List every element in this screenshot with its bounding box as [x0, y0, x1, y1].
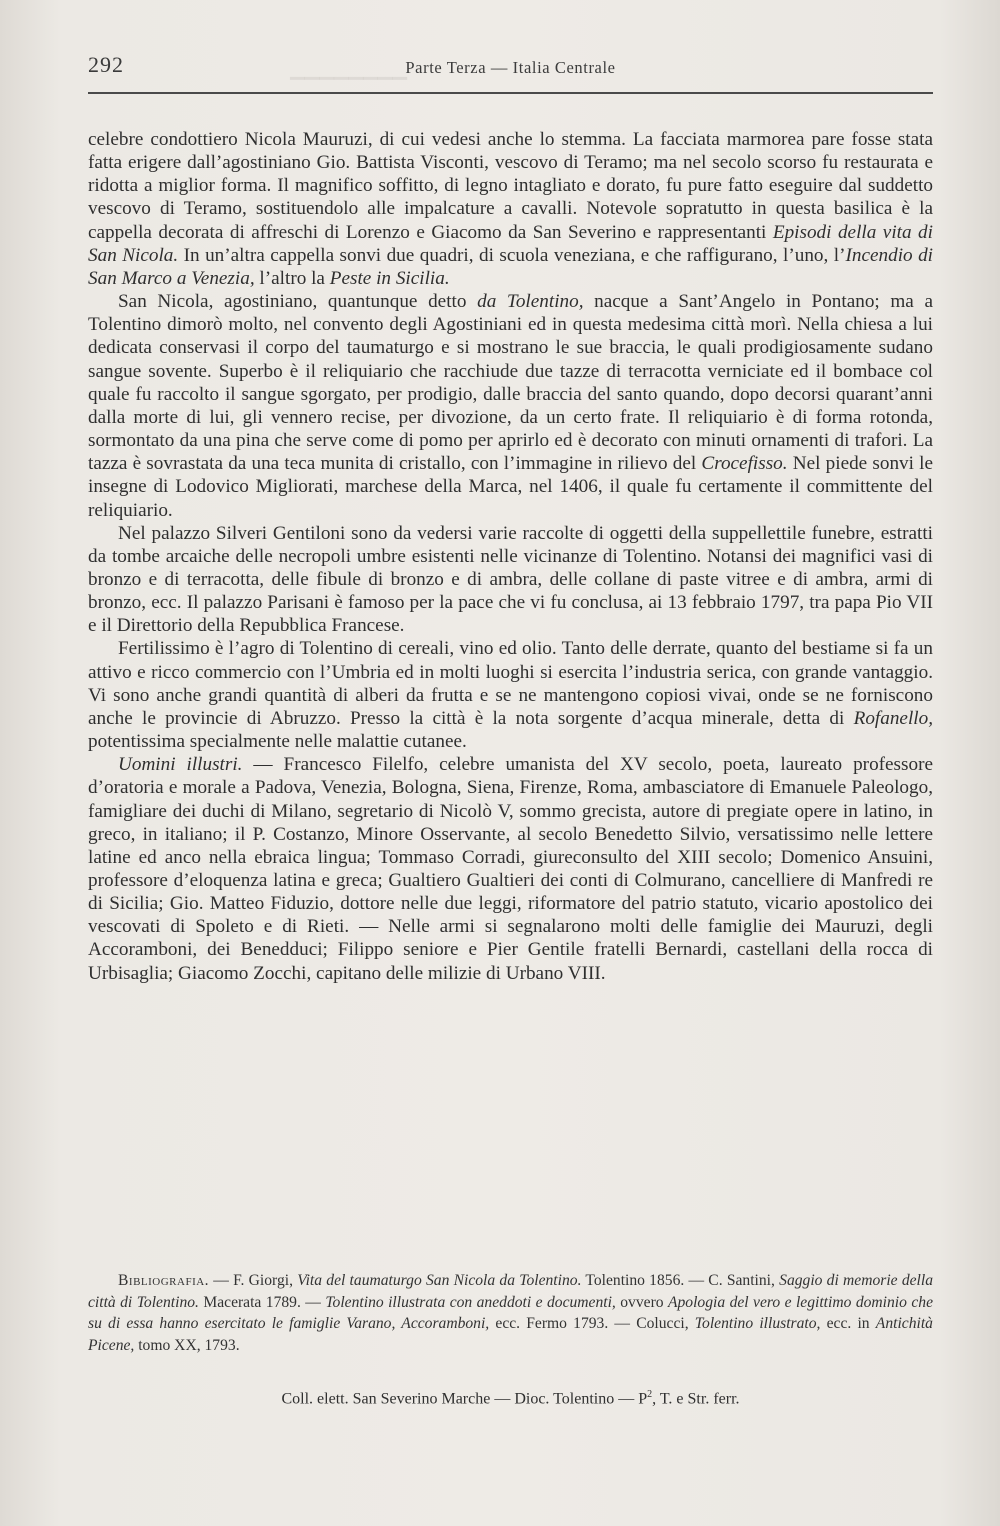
paragraph-uomini-illustri: Uomini illustri. — Francesco Filelfo, celebre umanista del XV secolo, poeta, laureato professore d’oratoria e morale a Padova, Venezia, Bologna, Siena, Firenze, Roma, ambasciatore di Emanuele Paleologo, famigliare dei duchi di Milano, segretario di Nicolò V, sommo grecista, autore di pregiate opere in latino, in greco, in italiano; il P. Costanzo, Minore Osservante, al secolo Benedetto Silvio, versatissimo nelle lettere latine ed anco nella ebraica lingua; Tommaso Corradi, giureconsulto del XIII secolo; Domenico Ansuini, professore d’eloquenza latina e greca; Gualtiero Gualtieri dei conti di Colmurano, cancelliere di Manfredi re di Sicilia; Gio. Matteo Fiduzio, dottore nelle due leggi, riformatore del patrio statuto, vicario apostolico dei vescovati di Spoleto e di Rieti. — Nelle armi si segnalarono molti delle famiglie dei Mauruzi, degli Accoramboni, dei Benedduci; Filippo seniore e Pier Gentile fratelli Bernardi, castellani della rocca di Urbisaglia; Giacomo Zocchi, capitano delle milizie di Urbano VIII.: [88, 754, 933, 984]
running-head: [88, 52, 933, 92]
footer-line: Coll. elett. San Severino Marche — Dioc. Tolentino — $P^2$, T. e Str. ferr.: [281, 1389, 740, 1408]
paragraph-palazzi: Nel palazzo Silveri Gentiloni sono da vedersi varie raccolte di oggetti della suppellettile funebre, estratti da tombe arcaiche delle necropoli umbre esistenti nelle vicinanze di Tolentino. Notansi dei magnifici vasi di bronzo e di terracotta, delle fibule di bronzo e di ambra, delle collane di paste vitree e di ambra, armi di bronzo, ecc. Il palazzo Parisani è famoso per la pace che vi fu conclusa, ai 13 febbraio 1797, tra papa Pio VII e il Direttorio della Repubblica Francese.: [88, 522, 933, 637]
bibliography-label: Bibliografia.: [118, 1272, 210, 1289]
paragraph-agro: Fertilissimo è l’agro di Tolentino di cereali, vino ed olio. Tanto delle derrate, quanto del bestiame si fa un attivo e ricco commercio con l’Umbria ed in molti luoghi si esercita l’industria serica, con grande vantaggio. Vi sono anche grandi quantità di alberi da frutta e se ne mantengono copiosi vivai, onde se ne forniscono anche le provincie di Abruzzo. Presso la città è la nota sorgente d’acqua minerale, detta di Rofanello, potentissima specialmente nelle malattie cutanee.: [88, 638, 933, 753]
body-text: [88, 128, 933, 985]
bleed-through: ▁▁▁▁▁▁▁▁: [290, 59, 407, 80]
paragraph-basilica: celebre condottiero Nicola Mauruzi, di cui vedesi anche lo stemma. La facciata marmorea pare fosse stata fatta erigere dall’agostiniano Gio. Battista Visconti, vescovo di Teramo; ma nel secolo scorso fu restaurata e ridotta a miglior forma. Il magnifico soffitto, di legno intagliato e dorato, fu pure fatto eseguire dal suddetto vescovo di Teramo, sostituendolo alle impalcature a cavalli. Notevole sopratutto in questa basilica è la cappella decorata di affreschi di Lorenzo e Giacomo da San Severino e rappresentanti Episodi della vita di San Nicola. In un’altra cappella sonvi due quadri, di scuola veneziana, e che raffigurano, l’uno, l’Incendio di San Marco a Venezia, l’altro la Peste in Sicilia.: [88, 129, 934, 289]
header-rule: [88, 92, 933, 94]
header-title: Parte Terza — Italia Centrale: [405, 58, 616, 77]
bibliography: Bibliografia. — F. Giorgi, Vita del taumaturgo San Nicola da Tolentino. Tolentino 1856. — C. Santini, Saggio di memorie della città di Tolentino. Macerata 1789. — Tolentino illustrata con aneddoti e documenti, ovvero Apologia del vero e legittimo dominio che su di essa hanno esercitato le famiglie Varano, Accoramboni, ecc. Fermo 1793. — Colucci, Tolentino illustrato, ecc. in Antichità Picene, tomo XX, 1793.: [88, 1272, 934, 1354]
page-number: 292: [88, 52, 124, 77]
paragraph-san-nicola: San Nicola, agostiniano, quantunque detto da Tolentino, nacque a Sant’Angelo in Pontano; ma a Tolentino dimorò molto, nel convento degli Agostiniani ed in questa medesima città morì. Nella chiesa a lui dedicata conservasi il corpo del taumaturgo e si mostrano le sue braccia, le quali prodigiosamente sudano sangue sovente. Superbo è il reliquiario che racchiude due tazze di terracotta verniciate ed il bombace col quale fu raccolto il sangue sgorgato, per prodigio, dalle braccia del santo quando, dopo decorsi quarant’anni dalla morte di lui, gli vennero recise, per divozione, da un certo frate. Il reliquiario è di forma rotonda, sormontato da una pina che serve come di pomo per aprirlo ed è decorato con minuti ornamenti di trafori. La tazza è sovrastata da una teca munita di cristallo, con l’immagine in rilievo del Crocefisso. Nel piede sonvi le insegne di Lodovico Migliorati, marchese della Marca, nel 1406, il quale fu certamente il committente del reliquiario.: [88, 291, 933, 521]
